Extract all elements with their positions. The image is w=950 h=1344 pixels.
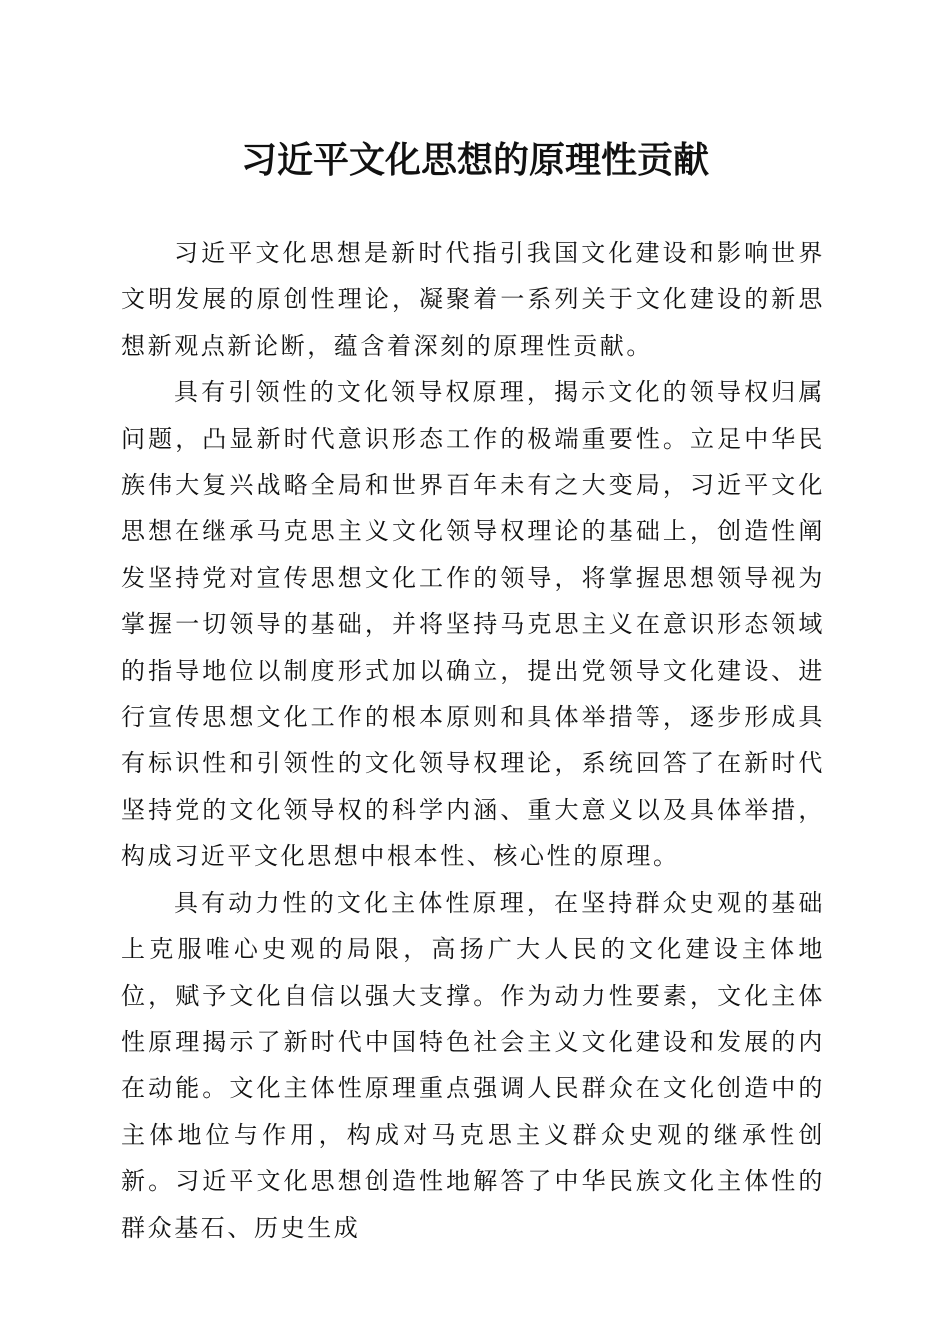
paragraph-leadership-principle: 具有引领性的文化领导权原理，揭示文化的领导权归属问题，凸显新时代意识形态工作的极端重要性。立足中华民族伟大复兴战略全局和世界百年未有之大变局，习近平文化思想在继承马克思主义文化领导权理论的基础上，创造性阐发坚持党对宣传思想文化工作的领导，将掌握思想领导视为掌握一切领导的基础，并将坚持马克思主义在意识形态领域的指导地位以制度形式加以确立，提出党领导文化建设、进行宣传思想文化工作的根本原则和具体举措等，逐步形成具有标识性和引领性的文化领导权理论，系统回答了在新时代坚持党的文化领导权的科学内涵、重大意义以及具体举措，构成习近平文化思想中根本性、核心性的原理。 <box>121 378 825 871</box>
paragraph-intro: 习近平文化思想是新时代指引我国文化建设和影响世界文明发展的原创性理论，凝聚着一系列关于文化建设的新思想新观点新论断，蕴含着深刻的原理性贡献。 <box>121 239 825 360</box>
document-body <box>121 230 825 1251</box>
document-title: 习近平文化思想的原理性贡献 <box>240 139 709 181</box>
paragraph-subjectivity-principle: 具有动力性的文化主体性原理，在坚持群众史观的基础上克服唯心史观的局限，高扬广大人民的文化建设主体地位，赋予文化自信以强大支撑。作为动力性要素，文化主体性原理揭示了新时代中国特色社会主义文化建设和发展的内在动能。文化主体性原理重点强调人民群众在文化创造中的主体地位与作用，构成对马克思主义群众史观的继承性创新。习近平文化思想创造性地解答了中华民族文化主体性的群众基石、历史生成 <box>121 888 825 1242</box>
